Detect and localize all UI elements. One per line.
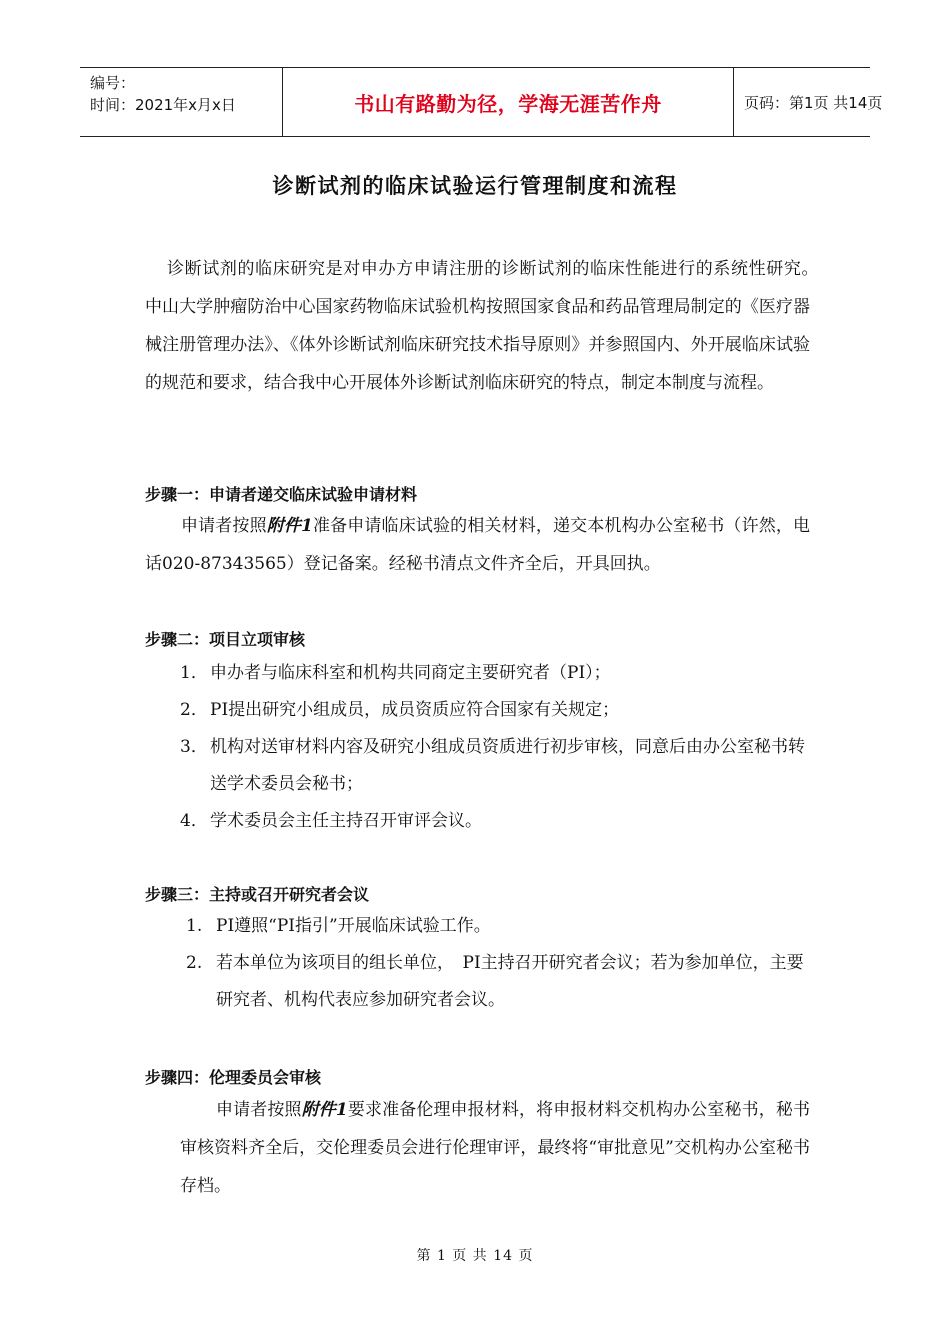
step2-heading: 步骤二：项目立项审核 — [145, 630, 306, 649]
list-item-text: 机构对送审材料内容及研究小组成员资质进行初步审核，同意后由办公室秘书转送学术委员会秘书； — [210, 737, 805, 794]
list-item-number: 2. — [186, 953, 203, 973]
document-title: 诊断试剂的临床试验运行管理制度和流程 — [272, 174, 678, 198]
step4-attachment: 附件1 — [301, 1100, 348, 1120]
list-item-number: 3． — [180, 737, 208, 757]
step1-text-pre: 申请者按照 — [181, 516, 267, 536]
step4-text-post: 要求准备伦理申报材料，将申报材料交机构办公室秘书，秘书审核资料齐全后，交伦理委员会进行伦理审评，最终将“审批意见”交机构办公室秘书存档。 — [180, 1100, 811, 1196]
header-slogan-cell — [282, 68, 734, 136]
step4-heading: 步骤四：伦理委员会审核 — [145, 1068, 322, 1087]
step1-body — [145, 507, 810, 583]
list-item-number: 2． — [180, 700, 208, 720]
header-meta — [80, 68, 282, 136]
number-label: 编号： — [90, 74, 136, 92]
step1-attachment: 附件1 — [266, 516, 313, 536]
list-item-text: 若本单位为该项目的组长单位， PI主持召开研究者会议；若为参加单位，主要研究者、机构代表应参加研究者会议。 — [216, 953, 804, 1010]
step1-heading: 步骤一：申请者递交临床试验申请材料 — [145, 485, 418, 504]
document-header — [80, 67, 883, 137]
list-item-text: PI提出研究小组成员，成员资质应符合国家有关规定； — [210, 700, 620, 720]
intro-paragraph: 诊断试剂的临床研究是对申办方申请注册的诊断试剂的临床性能进行的系统性研究。 中山大学肿瘤防治中心国家药物临床试验机构按照国家食品和药品管理局制定的《医疗器械注册管理办法》、《体外诊断试剂临床研究技术指导原则》并参照国内、外开展临床试验的规范和要求，结合我中心开展体外诊断试剂临床研究的特点，制定本制度与流程。 — [145, 259, 827, 393]
header-slogan: 书山有路勤为径，学海无涯苦作舟 — [354, 91, 662, 116]
step2-list — [180, 655, 810, 840]
list-item-text: PI遵照“PI指引”开展临床试验工作。 — [216, 916, 491, 936]
list-item — [186, 945, 810, 1019]
step4-text-pre: 申请者按照 — [216, 1100, 302, 1120]
list-item — [180, 692, 810, 729]
step1-text-post: 准备申请临床试验的相关材料，递交本机构办公室秘书（许然，电话020-87343565）登记备案。经秘书清点文件齐全后，开具回执。 — [145, 516, 810, 574]
list-item-number: 1． — [180, 663, 208, 683]
list-item — [180, 803, 810, 840]
step3-heading: 步骤三：主持或召开研究者会议 — [145, 885, 370, 904]
list-item-number: 1. — [186, 916, 203, 936]
list-item-number: 4． — [180, 811, 208, 831]
page-footer: 第 1 页 共 14 页 — [416, 1248, 534, 1264]
list-item-text: 申办者与临床科室和机构共同商定主要研究者（PI）； — [210, 663, 611, 683]
time-label: 时间：2021年x月x日 — [90, 96, 236, 114]
list-item — [186, 908, 810, 945]
list-item-text: 学术委员会主任主持召开审评会议。 — [210, 811, 482, 831]
step3-list — [186, 908, 810, 1019]
list-item — [180, 729, 810, 803]
step4-body — [180, 1091, 810, 1205]
list-item — [180, 655, 810, 692]
header-page-label: 页码：第1页 共14页 — [744, 93, 883, 112]
